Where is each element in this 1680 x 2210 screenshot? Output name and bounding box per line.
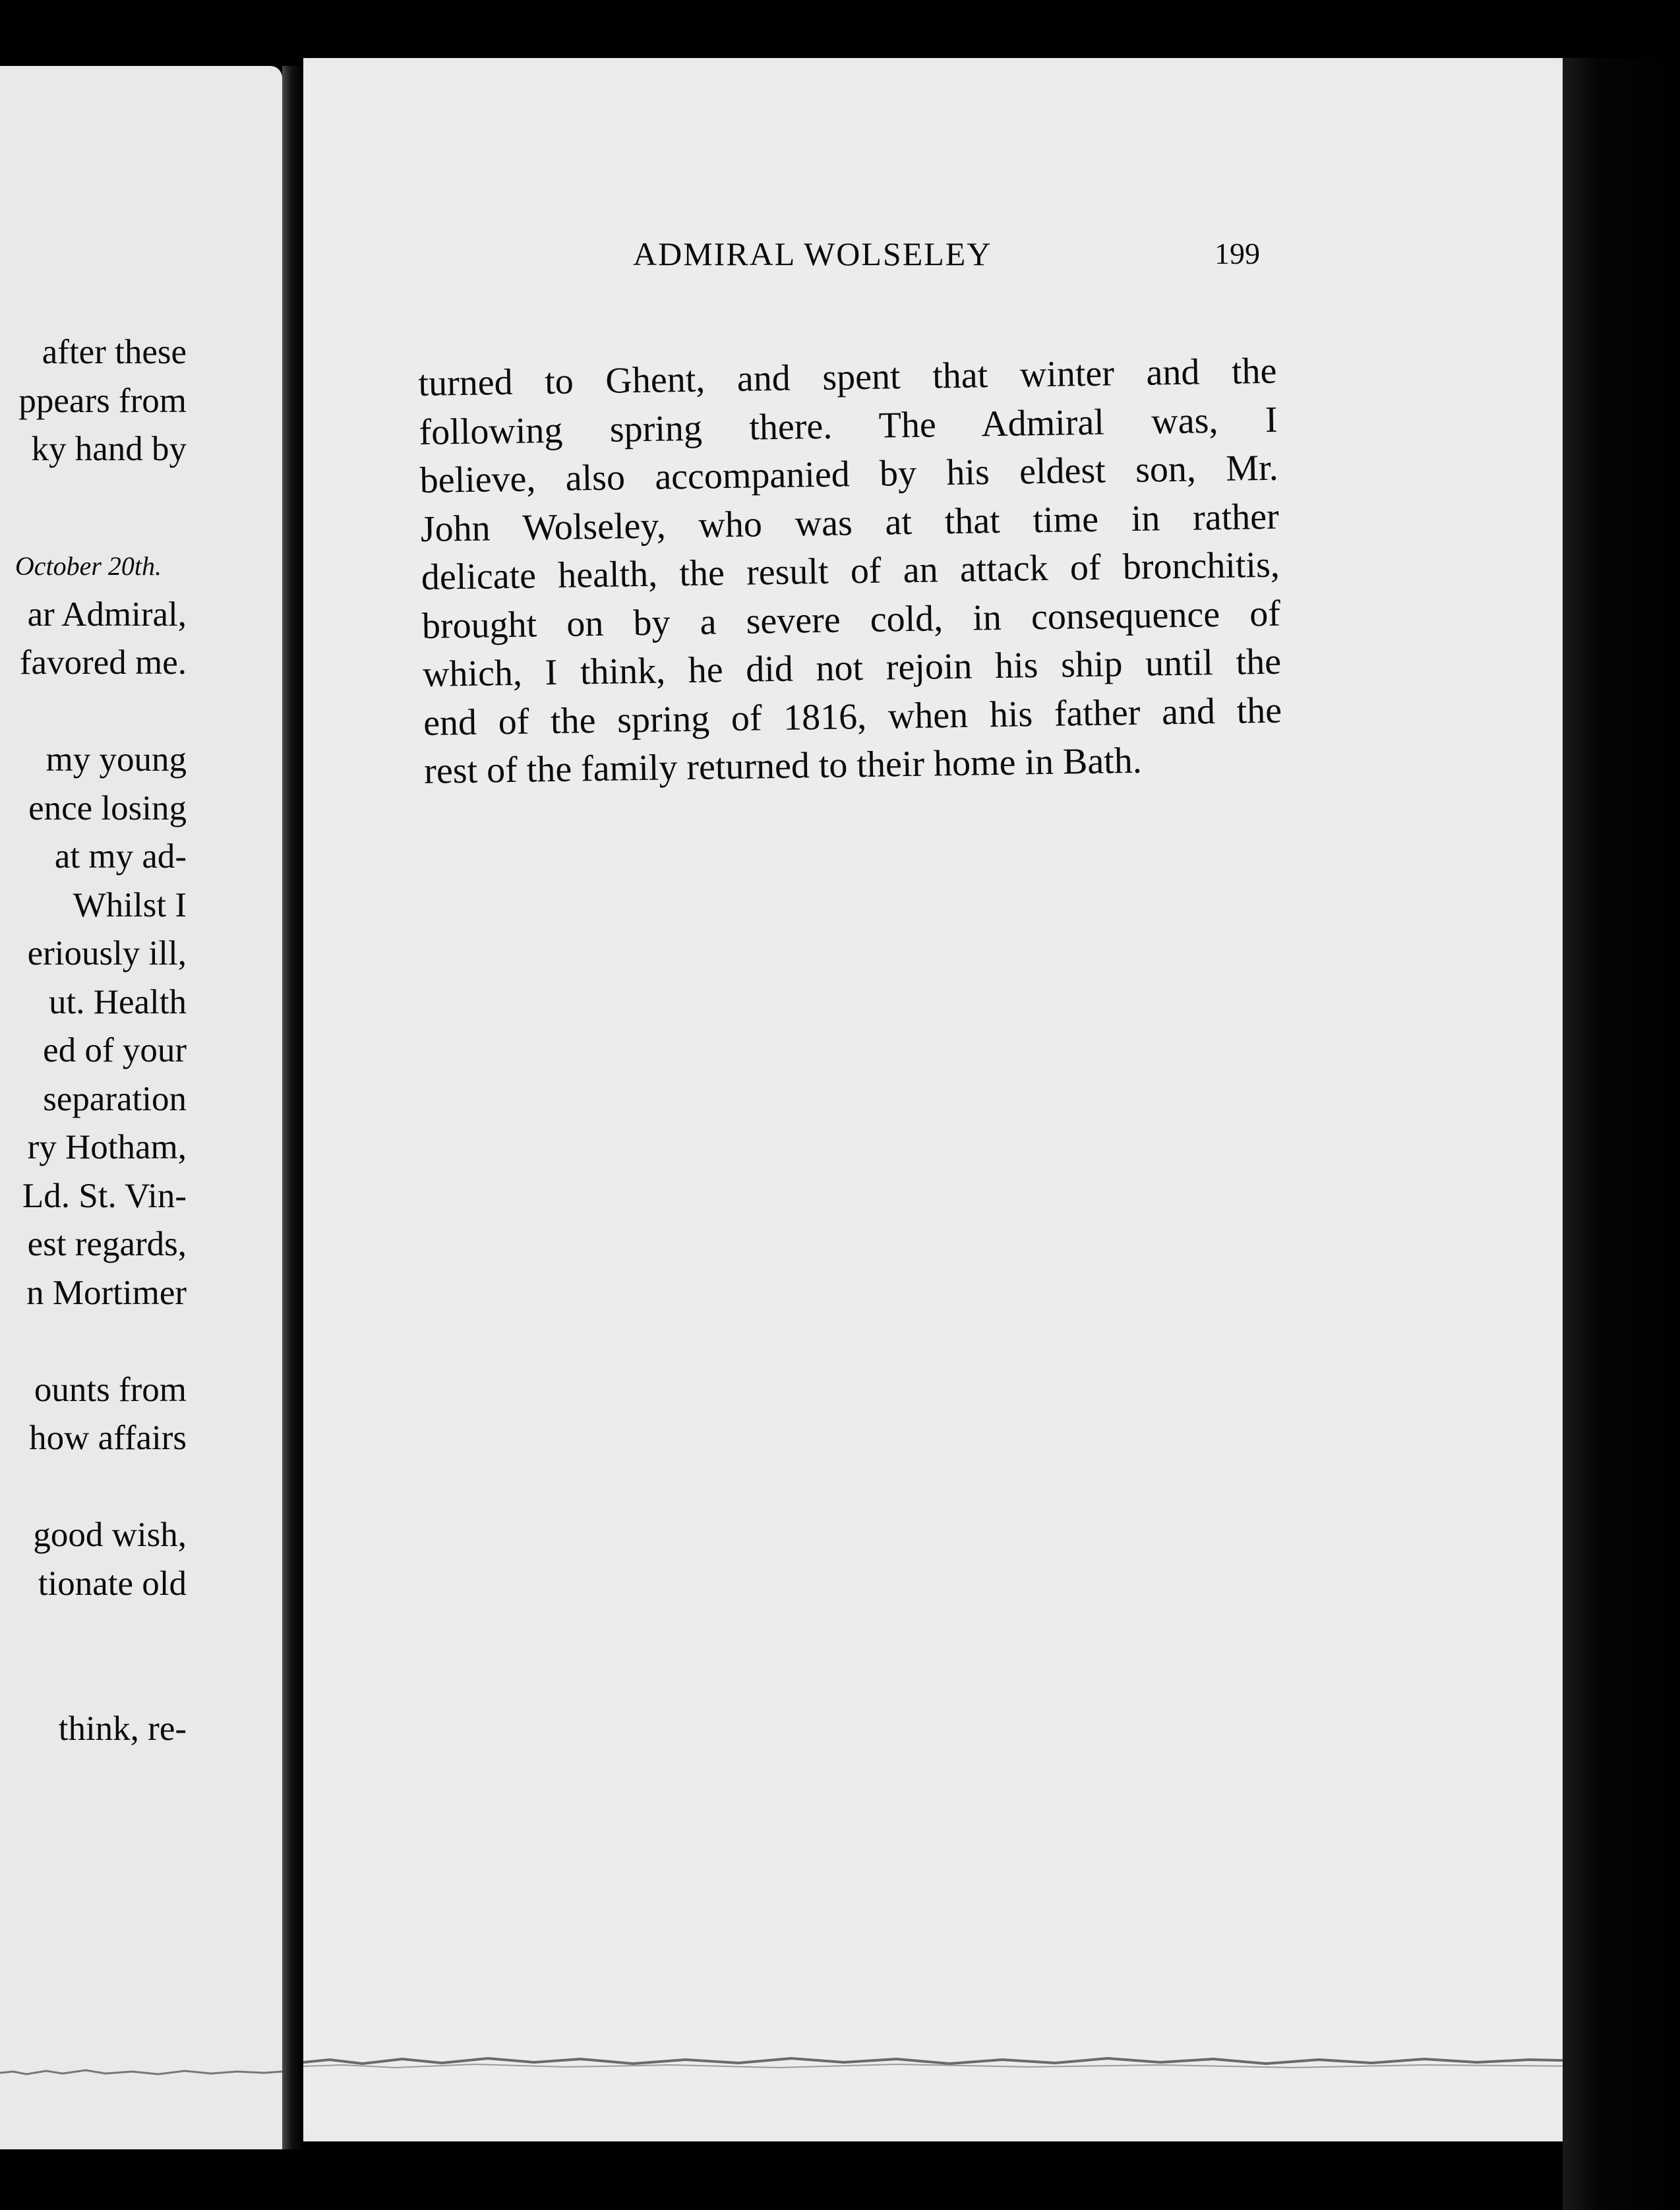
left-line [0,688,187,736]
left-line: my young [45,740,187,779]
left-line: ut. Health [49,982,187,1021]
left-line: at my ad- [54,837,187,876]
body-line: end of the spring of 1816, when his father and the [423,690,1282,744]
left-line: Ld. St. Vin- [22,1176,187,1215]
body-line: delicate health, the result of an attack of bronchitis, [421,544,1280,598]
left-line: separation [43,1079,187,1118]
torn-paper-edge [0,2064,282,2083]
left-line: good wish, [33,1516,187,1554]
left-line: Whilst I [73,885,187,924]
left-line-blank [0,1657,187,1706]
left-line: ky hand by [31,430,187,468]
left-line: est regards, [27,1225,187,1263]
left-line: favored me. [19,643,187,682]
body-line: rest of the family returned to their home in Bath. [423,740,1143,792]
left-line: ar Admiral, [27,595,187,634]
left-line [0,474,187,523]
left-line-blank [0,1317,187,1366]
left-line: n Mortimer [26,1273,187,1312]
left-line: ed of your [43,1031,187,1069]
page-number: 199 [1215,237,1260,270]
left-line: ppears from [18,381,187,420]
left-line: how affairs [29,1419,187,1457]
left-line: eriously ill, [27,934,187,972]
book-edge-shadow [1563,58,1680,2210]
body-line: believe, also accompanied by his eldest son, Mr. [419,447,1279,501]
left-line: ounts from [34,1370,187,1409]
left-line: think, re- [58,1710,187,1748]
left-line: after these [42,333,187,371]
body-line: which, I think, he did not rejoin his ship until the [422,641,1282,695]
letter-date: October 20th. [15,551,162,581]
page-header [303,235,1588,281]
running-title: ADMIRAL WOLSELEY [633,235,992,272]
body-line: brought on by a severe cold, in consequence of [421,593,1281,647]
left-line: ry Hotham, [27,1128,187,1166]
left-line-blank [0,1463,187,1512]
right-page [303,58,1588,2141]
book-gutter [282,66,303,2149]
body-line: John Wolseley, who was at that time in rather [420,496,1280,550]
left-line: tionate old [38,1564,187,1603]
left-line-blank [0,522,187,542]
body-line: following spring there. The Admiral was, I [419,399,1278,453]
body-line: turned to Ghent, and spent that winter and the [418,350,1277,404]
letter-signature [0,1608,187,1657]
left-page-text [0,328,187,1754]
left-line: ence losing [28,789,187,827]
torn-paper-edge [303,2049,1588,2076]
body-paragraph [418,347,1283,796]
left-page [0,66,282,2149]
